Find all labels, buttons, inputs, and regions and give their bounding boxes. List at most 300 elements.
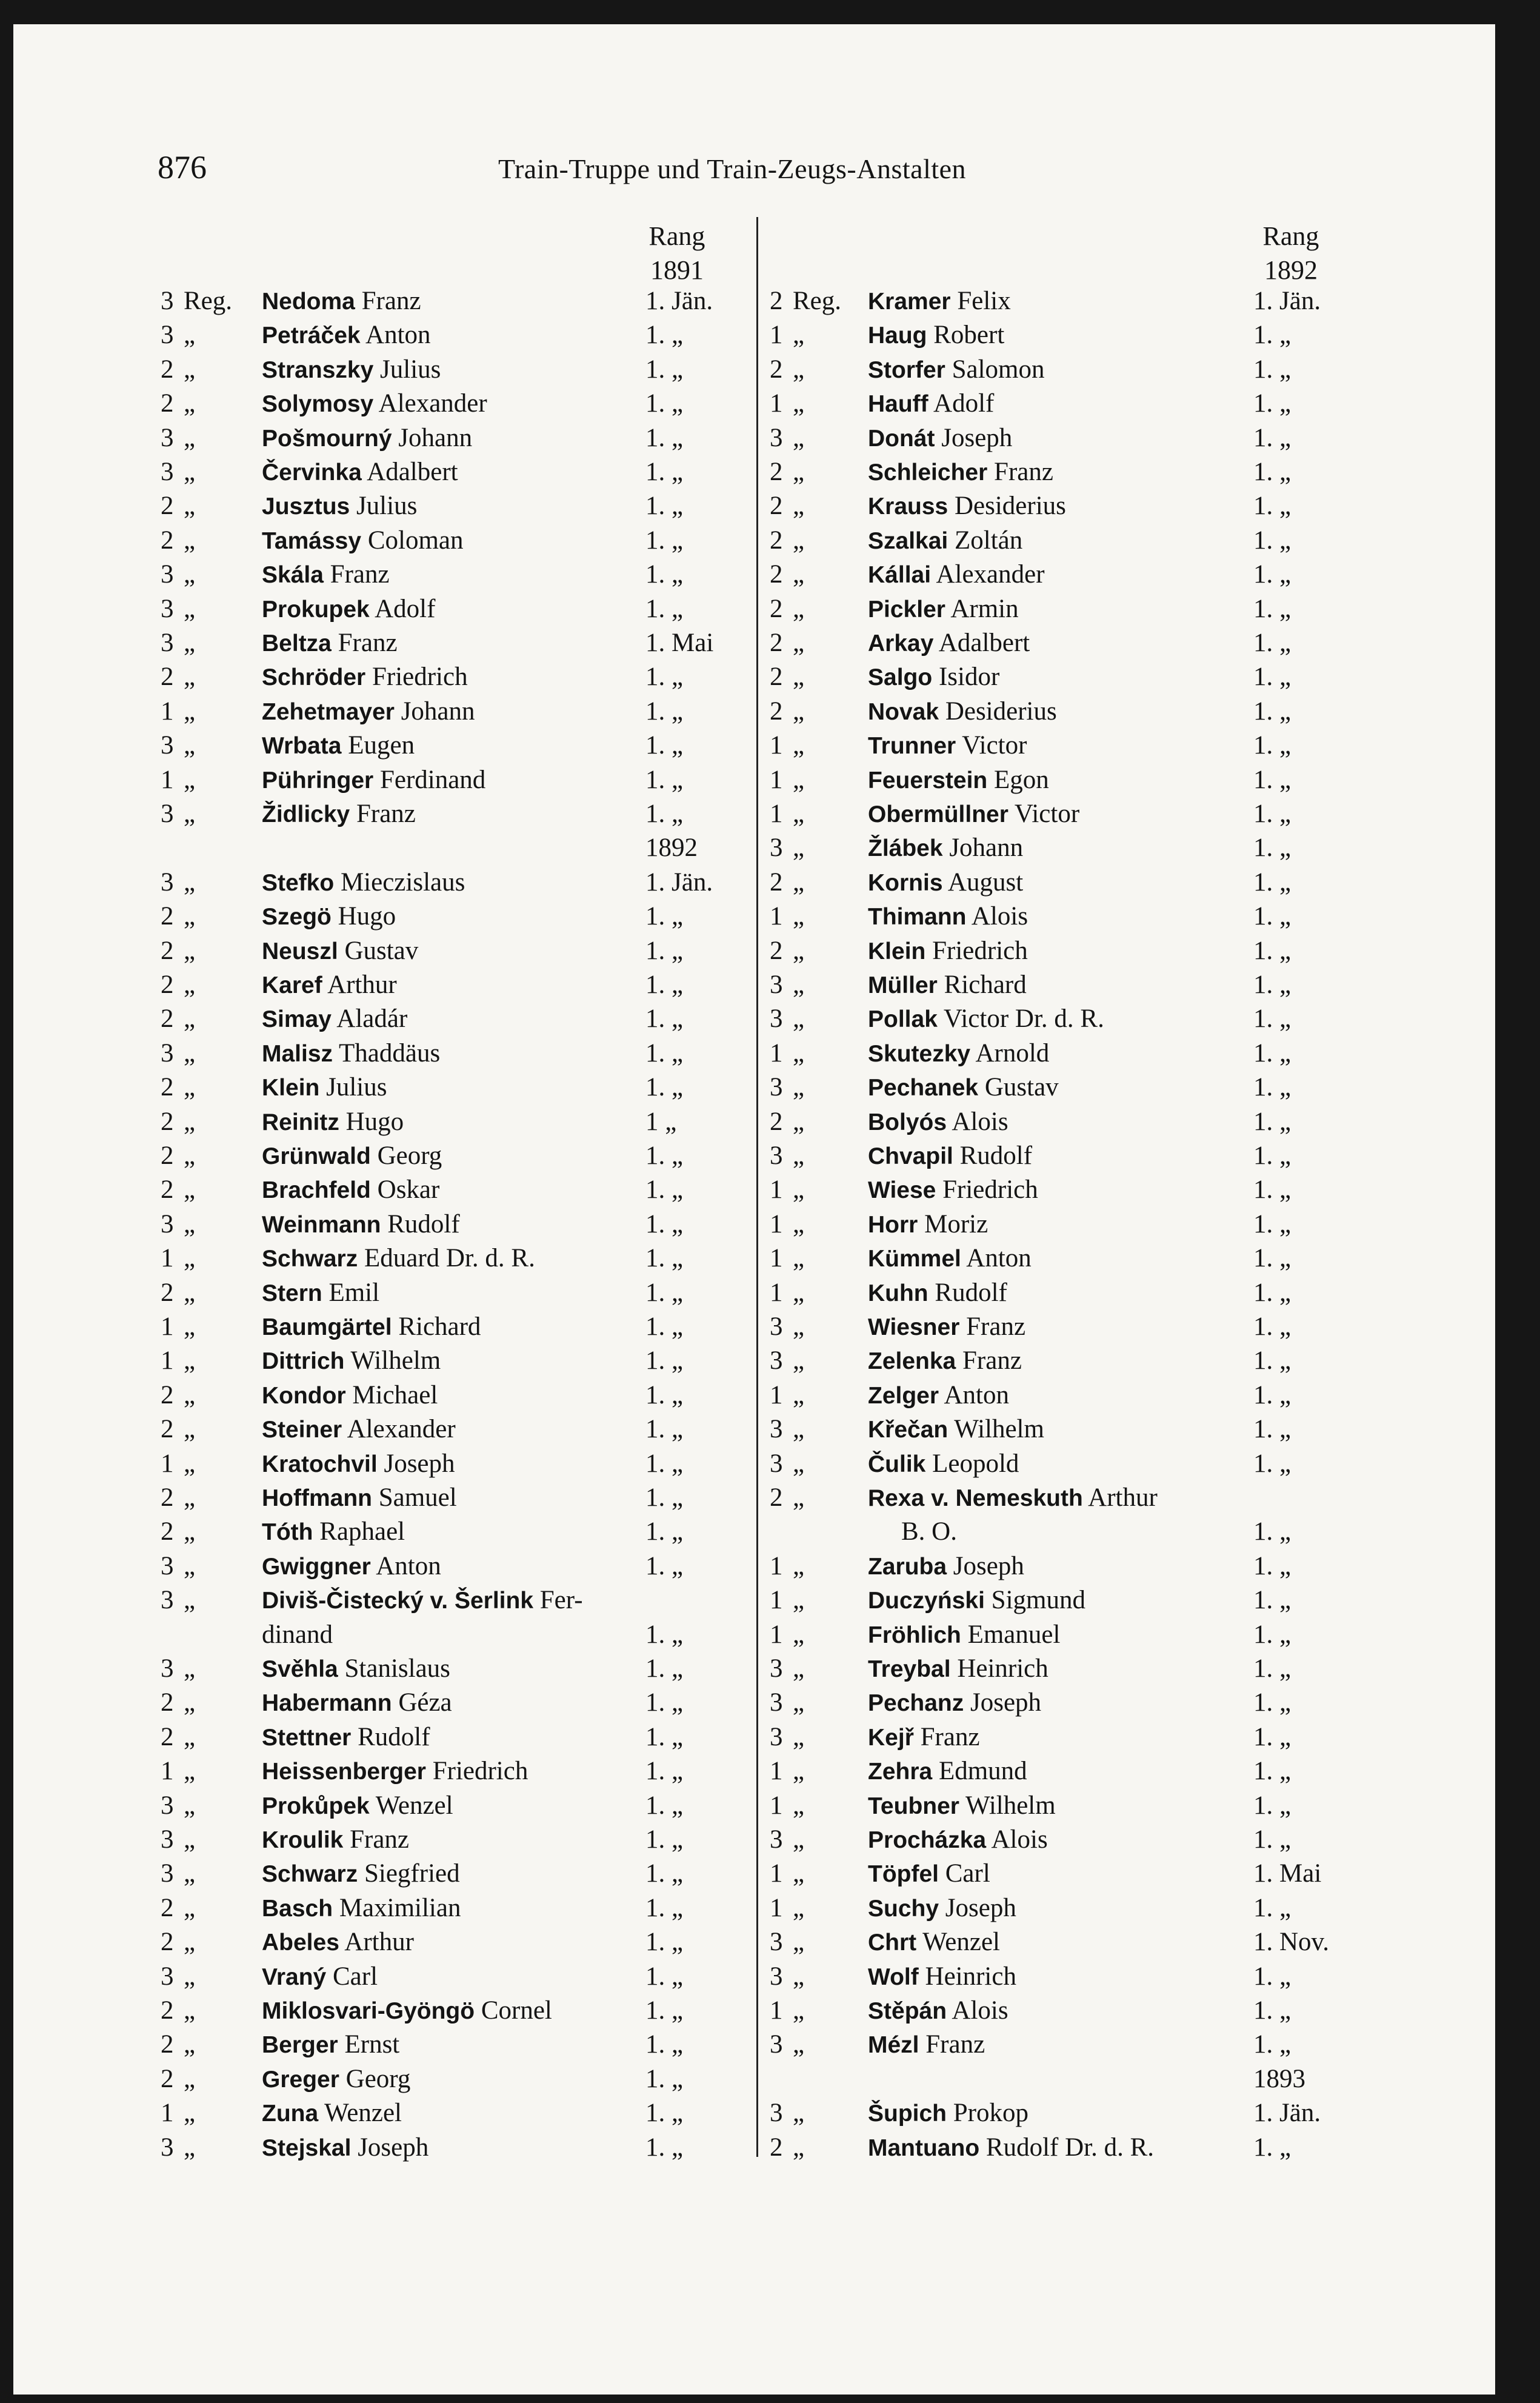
surname: Greger <box>262 2066 339 2093</box>
officer-name <box>868 1209 988 1239</box>
regiment-number: 1 <box>770 731 783 760</box>
given-name: Julius <box>326 1073 387 1102</box>
regiment-number: 1 <box>770 1859 783 1888</box>
rank-date: 1. „ <box>1253 1346 1292 1375</box>
column-divider <box>756 217 758 2157</box>
surname: Petráček <box>262 323 361 349</box>
regiment-number: 3 <box>161 1038 174 1068</box>
officer-name <box>262 936 418 966</box>
rank-date: 1. „ <box>1253 1586 1292 1615</box>
officer-name <box>262 970 397 1000</box>
list-item <box>770 867 1376 901</box>
regiment-number: 1 <box>770 1996 783 2025</box>
given-name: Carl <box>333 1962 378 1991</box>
regiment-number: 3 <box>161 423 174 452</box>
rank-date: 1. „ <box>645 1893 684 1922</box>
regiment-abbrev: „ <box>184 423 196 452</box>
rank-date: 1. „ <box>1253 1654 1292 1683</box>
officer-name <box>262 560 390 589</box>
surname: Stejskal <box>262 2134 352 2161</box>
rank-date: 1. „ <box>645 1380 684 1409</box>
officer-name <box>868 1585 1085 1615</box>
officer-name <box>868 1825 1048 1854</box>
list-item <box>161 1449 755 1483</box>
list-item <box>161 1517 755 1551</box>
regiment-abbrev: „ <box>184 1209 196 1238</box>
given-name: Eduard Dr. d. R. <box>364 1244 535 1273</box>
list-item <box>161 628 755 662</box>
regiment-abbrev: „ <box>793 1620 805 1649</box>
regiment-number: 1 <box>770 389 783 418</box>
list-item <box>161 1243 755 1277</box>
surname: Thimann <box>868 904 967 931</box>
officer-name <box>262 1449 455 1479</box>
regiment-number: 2 <box>161 526 174 555</box>
regiment-abbrev: „ <box>793 800 805 828</box>
surname: Mézl <box>868 2032 919 2059</box>
regiment-number: 2 <box>770 1107 783 1136</box>
regiment-number: 1 <box>161 1244 174 1273</box>
regiment-abbrev: „ <box>184 936 196 965</box>
surname: Schröder <box>262 664 366 691</box>
given-name: Adolf <box>375 594 436 623</box>
list-item <box>161 1962 755 1996</box>
given-name: Alois <box>991 1825 1048 1854</box>
regiment-number: 1 <box>161 1449 174 1478</box>
rank-date: 1. „ <box>1253 1175 1292 1205</box>
regiment-number: 2 <box>770 526 783 555</box>
regiment-abbrev: „ <box>184 355 196 384</box>
surname: Vraný <box>262 1964 327 1990</box>
list-item <box>770 1927 1376 1961</box>
regiment-abbrev: „ <box>793 1380 805 1409</box>
rank-date: 1. „ <box>645 936 684 965</box>
officer-name <box>262 1414 456 1444</box>
officer-name <box>262 1893 461 1923</box>
surname: Teubner <box>868 1793 959 1819</box>
list-item <box>161 320 755 354</box>
regiment-number: 1 <box>770 1757 783 1786</box>
surname: Skutezky <box>868 1040 971 1067</box>
rank-date: 1. Mai <box>645 629 714 657</box>
list-item <box>161 936 755 970</box>
rank-date: 1. „ <box>645 560 684 589</box>
regiment-number: 2 <box>161 2064 174 2093</box>
officer-name <box>868 1791 1056 1820</box>
regiment-abbrev: „ <box>793 1175 805 1205</box>
rank-date: 1. „ <box>645 492 684 521</box>
list-item <box>770 1893 1376 1927</box>
list-item <box>770 1859 1376 1893</box>
officer-name <box>262 1620 333 1649</box>
regiment-abbrev: „ <box>184 663 196 692</box>
regiment-abbrev: „ <box>793 1483 805 1512</box>
regiment-number: 3 <box>770 1962 783 1991</box>
list-item <box>161 2098 755 2132</box>
rank-date: 1. „ <box>645 458 684 486</box>
regiment-abbrev: „ <box>793 526 805 555</box>
officer-name <box>262 1825 409 1854</box>
regiment-abbrev: „ <box>793 765 805 794</box>
list-item <box>161 1859 755 1893</box>
regiment-number: 3 <box>161 629 174 657</box>
rank-date: 1. „ <box>645 1209 684 1238</box>
surname: Chrt <box>868 1930 917 1956</box>
regiment-number: 3 <box>770 1688 783 1717</box>
regiment-abbrev: „ <box>793 1893 805 1922</box>
regiment-abbrev: „ <box>793 867 805 897</box>
officer-name <box>868 526 1022 555</box>
list-item <box>161 1380 755 1414</box>
given-name: Friedrich <box>932 936 1028 965</box>
list-item <box>161 2133 755 2167</box>
officer-name <box>868 901 1028 931</box>
officer-name <box>868 355 1045 384</box>
regiment-number: 3 <box>770 1825 783 1854</box>
officer-name <box>262 1380 438 1410</box>
surname: Reinitz <box>262 1109 339 1135</box>
surname: Treybal <box>868 1656 951 1682</box>
rank-date: 1. „ <box>645 1346 684 1375</box>
rank-date: 1. „ <box>645 1620 684 1649</box>
list-item <box>161 1312 755 1346</box>
regiment-number: 2 <box>161 1141 174 1170</box>
list-item <box>770 1414 1376 1448</box>
regiment-number: 2 <box>161 1996 174 2025</box>
given-name: Wilhelm <box>954 1415 1044 1444</box>
regiment-abbrev: „ <box>793 629 805 657</box>
list-item <box>770 1072 1376 1106</box>
officer-name <box>262 1141 442 1171</box>
given-name: Géza <box>398 1688 452 1717</box>
given-name: Anton <box>966 1244 1032 1273</box>
regiment-abbrev: „ <box>793 492 805 521</box>
given-name: Alexander <box>378 389 487 418</box>
given-name: Emanuel <box>967 1620 1061 1649</box>
rank-date: 1. „ <box>1253 867 1292 897</box>
right-rang-year: 1892 <box>1264 255 1318 285</box>
surname: Dittrich <box>262 1348 345 1375</box>
regiment-abbrev: „ <box>184 1996 196 2025</box>
given-name: Aladár <box>336 1004 408 1034</box>
regiment-abbrev: „ <box>184 526 196 555</box>
list-item <box>161 1654 755 1688</box>
right-rang-heading <box>1248 219 1333 287</box>
officer-name <box>262 1927 414 1957</box>
surname: Miklosvari-Gyöngö <box>262 1998 475 2024</box>
surname: Solymosy <box>262 391 374 418</box>
officer-name <box>262 2064 410 2094</box>
surname: Kornis <box>868 869 943 896</box>
list-item <box>770 320 1376 354</box>
list-item <box>161 1825 755 1859</box>
regiment-number: 1 <box>161 765 174 794</box>
officer-name <box>868 1688 1041 1717</box>
list-item <box>770 423 1376 457</box>
given-name: Wenzel <box>375 1791 453 1820</box>
surname: Szegö <box>262 904 332 931</box>
regiment-abbrev: „ <box>793 1449 805 1478</box>
given-name: Salomon <box>952 355 1045 384</box>
officer-name <box>868 560 1045 589</box>
given-name: Joseph <box>953 1551 1024 1580</box>
rank-date: 1. Nov. <box>1253 1928 1330 1957</box>
list-item <box>161 662 755 696</box>
officer-name <box>262 697 475 726</box>
officer-name <box>262 526 463 555</box>
rank-date: 1. „ <box>645 902 684 931</box>
list-item <box>161 730 755 764</box>
given-name: Alois <box>952 1996 1008 2025</box>
rank-date: 1. „ <box>1253 1141 1292 1170</box>
given-name: dinand <box>262 1620 333 1649</box>
given-name: Alois <box>971 902 1028 931</box>
given-name: Anton <box>365 321 431 350</box>
given-name: Moriz <box>924 1209 988 1238</box>
regiment-abbrev: „ <box>184 1141 196 1170</box>
given-name: Desiderius <box>945 697 1057 726</box>
list-item <box>770 457 1376 491</box>
given-name: Ernst <box>344 2030 400 2059</box>
given-name: Georg <box>345 2064 411 2093</box>
regiment-abbrev: „ <box>793 1244 805 1273</box>
regiment-abbrev: „ <box>184 731 196 760</box>
rank-date: 1. „ <box>645 2064 684 2093</box>
surname: Kroulik <box>262 1827 344 1853</box>
rank-date: 1. „ <box>1253 355 1292 384</box>
surname: Stefko <box>262 869 335 896</box>
officer-name <box>262 867 465 897</box>
given-name: Prokop <box>953 2099 1028 2128</box>
regiment-abbrev: „ <box>184 1380 196 1409</box>
officer-name <box>868 867 1023 897</box>
list-item <box>770 1004 1376 1038</box>
officer-name <box>868 2098 1028 2128</box>
regiment-number: 3 <box>161 867 174 897</box>
rank-date: 1. „ <box>645 971 684 999</box>
regiment-abbrev: „ <box>184 1825 196 1854</box>
rank-date: 1. „ <box>1253 697 1292 726</box>
surname: Stettner <box>262 1724 352 1751</box>
given-name: Ferdinand <box>379 765 486 794</box>
regiment-number: 2 <box>161 1415 174 1444</box>
rank-date: 1. „ <box>645 1141 684 1170</box>
officer-name <box>868 286 1011 316</box>
regiment-abbrev: „ <box>793 1586 805 1615</box>
list-item <box>161 1072 755 1106</box>
surname: Nedoma <box>262 289 355 315</box>
officer-name <box>262 491 417 521</box>
regiment-abbrev: „ <box>184 697 196 726</box>
regiment-number: 3 <box>161 1586 174 1615</box>
surname: Müller <box>868 972 938 998</box>
regiment-abbrev: „ <box>184 1757 196 1786</box>
given-name: August <box>947 867 1024 897</box>
surname: Žlábek <box>868 835 943 862</box>
rank-date: 1. „ <box>645 594 684 623</box>
rank-date: 1. „ <box>1253 1312 1292 1341</box>
surname: Červinka <box>262 460 362 486</box>
surname: Klein <box>868 938 926 964</box>
surname: Pickler <box>868 596 945 623</box>
regiment-abbrev: „ <box>184 1859 196 1888</box>
page <box>13 24 1495 2395</box>
rank-date: 1. „ <box>1253 834 1292 863</box>
regiment-abbrev: „ <box>793 1038 805 1068</box>
rank-date: 1. „ <box>645 1722 684 1751</box>
regiment-number: 2 <box>161 2030 174 2059</box>
surname: Töpfel <box>868 1861 939 1888</box>
surname: Salgo <box>868 664 933 691</box>
list-item <box>161 2030 755 2064</box>
regiment-number: 2 <box>161 902 174 931</box>
officer-name <box>868 457 1053 487</box>
officer-name <box>868 1380 1009 1410</box>
surname: Neuszl <box>262 938 338 964</box>
regiment-abbrev: „ <box>184 800 196 828</box>
regiment-number: 1 <box>770 321 783 350</box>
officer-name <box>868 1962 1016 1991</box>
surname: Wolf <box>868 1964 919 1990</box>
rang-year-marker: 1893 <box>1253 2064 1305 2093</box>
list-item <box>770 526 1376 560</box>
given-name: Heinrich <box>925 1962 1016 1991</box>
surname: Szalkai <box>868 527 948 554</box>
regiment-abbrev: „ <box>184 1175 196 1205</box>
given-name: Georg <box>377 1141 442 1170</box>
surname: Pošmourný <box>262 425 392 452</box>
given-name: Anton <box>944 1380 1009 1409</box>
surname: Chvapil <box>868 1143 953 1169</box>
rank-date: 1. „ <box>645 1415 684 1444</box>
given-name: Richard <box>944 971 1027 999</box>
list-item <box>161 970 755 1004</box>
left-rang-heading <box>635 219 719 287</box>
officer-name <box>262 1107 404 1137</box>
regiment-number: 2 <box>161 492 174 521</box>
list-item <box>161 1722 755 1756</box>
given-name: Franz <box>925 2030 985 2059</box>
list-item <box>770 1312 1376 1346</box>
surname: Zehra <box>868 1759 933 1785</box>
rank-date: 1. „ <box>1253 2030 1292 2059</box>
rank-date: 1. „ <box>645 663 684 692</box>
list-item <box>161 1004 755 1038</box>
rank-date: 1. „ <box>645 1962 684 1991</box>
given-name: Fer- <box>539 1586 583 1615</box>
given-name: Gustav <box>984 1073 1059 1102</box>
regiment-abbrev: „ <box>793 1791 805 1820</box>
officer-name <box>868 1278 1007 1308</box>
given-name: Emil <box>328 1278 380 1307</box>
officer-name <box>262 1962 378 1991</box>
officer-name <box>262 901 396 931</box>
list-item <box>161 1483 755 1517</box>
rank-date: 1 „ <box>645 1107 677 1136</box>
regiment-number: 3 <box>161 287 174 315</box>
officer-name <box>868 320 1004 350</box>
given-name: Franz <box>962 1346 1022 1375</box>
regiment-number: 3 <box>770 1312 783 1341</box>
officer-name <box>262 765 485 795</box>
regiment-abbrev: „ <box>184 1073 196 1102</box>
given-name: Johann <box>398 423 473 452</box>
list-item <box>770 2098 1376 2132</box>
officer-name <box>868 1107 1008 1137</box>
regiment-number: 1 <box>770 800 783 828</box>
officer-name <box>262 1722 430 1752</box>
officer-name <box>262 1791 453 1820</box>
regiment-abbrev: „ <box>793 389 805 418</box>
regiment-number: 2 <box>770 287 783 315</box>
regiment-number: 1 <box>161 697 174 726</box>
regiment-abbrev: „ <box>184 1928 196 1957</box>
given-name: Wenzel <box>922 1928 1000 1957</box>
surname: Pühringer <box>262 767 374 794</box>
regiment-number: 2 <box>770 355 783 384</box>
regiment-abbrev: „ <box>793 423 805 452</box>
officer-name <box>868 730 1027 760</box>
surname: Wiese <box>868 1177 936 1204</box>
surname: Bolyós <box>868 1109 947 1135</box>
rank-date: 1. „ <box>645 1688 684 1717</box>
surname: Storfer <box>868 356 945 383</box>
regiment-number: 2 <box>770 936 783 965</box>
officer-name <box>868 1141 1032 1171</box>
list-item <box>161 799 755 833</box>
regiment-abbrev: „ <box>184 1791 196 1820</box>
officer-name <box>868 1312 1025 1342</box>
rank-date: 1. „ <box>1253 1791 1292 1820</box>
regiment-abbrev: „ <box>184 1586 196 1615</box>
given-name: Leopold <box>932 1449 1019 1478</box>
list-item <box>161 1756 755 1790</box>
regiment-number: 2 <box>161 1004 174 1034</box>
list-item <box>161 1414 755 1448</box>
list-item <box>770 799 1376 833</box>
regiment-number: 3 <box>161 594 174 623</box>
given-name: Coloman <box>367 526 464 555</box>
rank-date: 1. „ <box>645 1791 684 1820</box>
given-name: Wilhelm <box>965 1791 1056 1820</box>
list-item <box>161 1278 755 1312</box>
officer-name <box>262 1346 441 1375</box>
officer-name <box>262 2098 402 2128</box>
regiment-number: 2 <box>161 1175 174 1205</box>
regiment-abbrev: „ <box>184 1551 196 1580</box>
regiment-number: 3 <box>770 1722 783 1751</box>
regiment-number: 2 <box>161 1380 174 1409</box>
surname: Šupich <box>868 2101 947 2127</box>
surname: Skála <box>262 562 324 589</box>
surname: Karef <box>262 972 322 998</box>
regiment-number: 2 <box>770 697 783 726</box>
given-name: Julius <box>356 492 418 521</box>
surname: Malisz <box>262 1040 333 1067</box>
regiment-number: 2 <box>770 1483 783 1512</box>
list-item <box>161 1927 755 1961</box>
rank-date: 1. „ <box>1253 389 1292 418</box>
rank-date: 1. Jän. <box>645 287 713 315</box>
surname: Tóth <box>262 1519 313 1546</box>
regiment-abbrev: „ <box>793 2030 805 2059</box>
regiment-abbrev: „ <box>793 1757 805 1786</box>
rank-date: 1. „ <box>645 1073 684 1102</box>
regiment-abbrev: „ <box>793 1346 805 1375</box>
officer-name <box>262 628 398 658</box>
given-name: Franz <box>338 629 398 657</box>
rank-date: 1. „ <box>645 1757 684 1786</box>
